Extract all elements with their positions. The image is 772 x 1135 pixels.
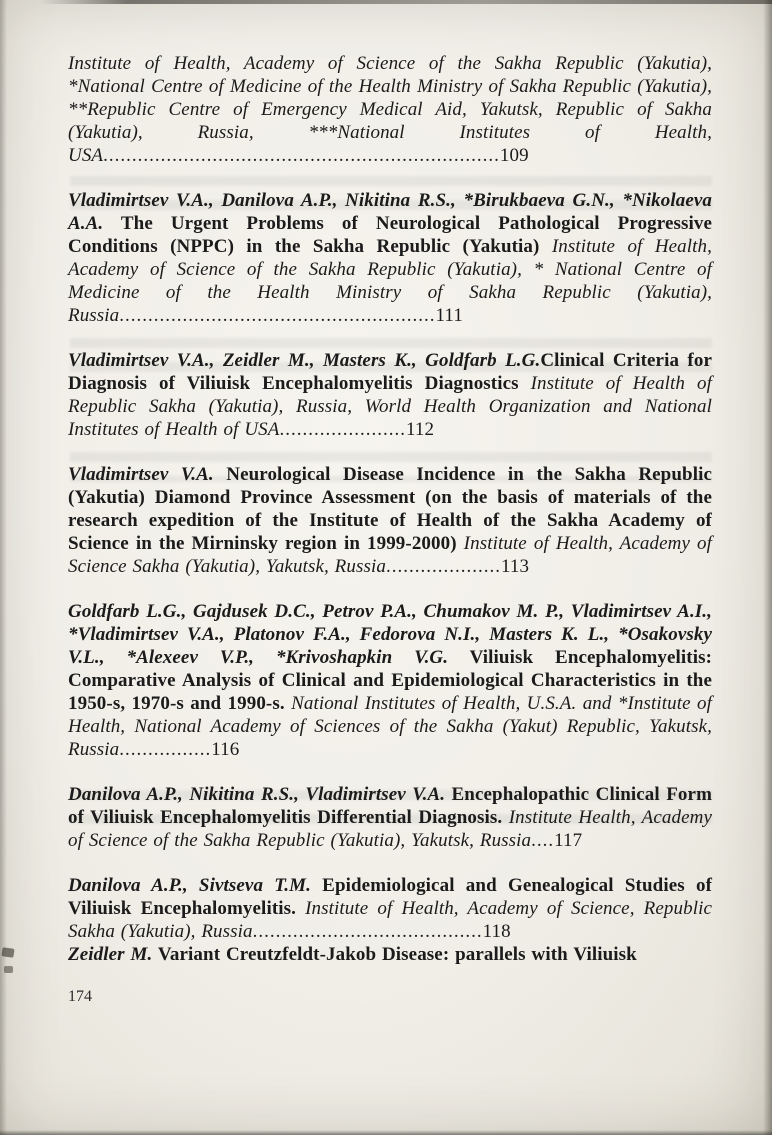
scan-smudge xyxy=(4,966,13,973)
entry-title: Encephalopathic Clinical Form of Viliuisk Encephalomyelitis Differential Diagnosis. xyxy=(68,784,712,828)
entry-authors: Vladimirtsev V.A. xyxy=(68,464,214,485)
toc-entry xyxy=(68,874,712,943)
entry-title: The Urgent Problems of Neurological Pathological Progressive Conditions (NPPC) in the Sakha Republic (Yakutia) xyxy=(68,213,712,257)
entry-authors: Danilova A.P., Sivtseva T.M. xyxy=(68,875,311,896)
entry-title: Neurological Disease Incidence in the Sakha Republic (Yakutia) Diamond Province Assessment (on the basis of materials of the research expedition of the Institute of Health of the Sakha Academy of Science in the Mirninsky region in 1999-2000) xyxy=(68,464,712,554)
page-number: 174 xyxy=(68,988,92,1005)
dot-leader: .................... xyxy=(385,556,501,577)
entry-affiliation: Institute of Health, Academy of Science of the Sakha Republic (Yakutia), *National Centre of Medicine of the Health Ministry of Sakha Republic (Yakutia), **Republic Centre of Emergency Medical Aid, Yakutsk, Republic of Sakha (Yakutia), Russia, ***National Institutes of Health, USA xyxy=(68,53,712,166)
entry-affiliation: Institute of Health, Academy of Science of the Sakha Republic (Yakutia), * National Centre of Medicine of the Health Ministry of Sakha Republic (Yakutia), Russia xyxy=(68,236,712,326)
scan-edge-bottom xyxy=(0,1130,772,1135)
entry-page-number: 116 xyxy=(211,739,240,760)
entry-page-number: 109 xyxy=(499,145,529,166)
dot-leader: ....................................................... xyxy=(119,305,436,326)
entry-page-number: 112 xyxy=(405,419,435,440)
toc-entry xyxy=(68,783,712,852)
entry-title: Clinical Criteria for Diagnosis of Viliuisk Encephalomyelitis Diagnostics xyxy=(68,350,712,394)
dot-leader: ..................................................................... xyxy=(103,145,500,166)
entry-page-number: 117 xyxy=(554,830,583,851)
entry-page-number: 111 xyxy=(435,305,463,326)
entry-authors: Vladimirtsev V.A., Danilova A.P., Nikitina R.S., *Birukbaeva G.N., *Nikolaeva A.A. xyxy=(68,190,712,234)
entry-affiliation: Institute of Health, Academy of Science, Republic Sakha (Yakutia), Russia xyxy=(68,898,712,942)
dot-leader: ........................................ xyxy=(252,921,483,942)
dot-leader: ................ xyxy=(119,739,212,760)
entry-authors: Danilova A.P., Nikitina R.S., Vladimirtsev V.A. xyxy=(68,784,446,805)
entry-affiliation: Institute of Health of Republic Sakha (Yakutia), Russia, World Health Organization and National Institutes of Health of USA xyxy=(68,373,712,440)
toc-entry xyxy=(68,600,712,761)
toc-entry xyxy=(68,943,712,966)
toc-entry xyxy=(68,52,712,167)
scan-edge-left xyxy=(0,0,7,1135)
entry-authors: Vladimirtsev V.A., Zeidler M., Masters K., Goldfarb L.G. xyxy=(68,350,541,371)
entry-affiliation: Institute of Health, Academy of Science Sakha (Yakutia), Yakutsk, Russia xyxy=(68,533,712,577)
scan-edge-top xyxy=(40,0,772,4)
entry-title: Epidemiological and Genealogical Studies of Viliuisk Encephalomyelitis. xyxy=(68,875,712,919)
entry-page-number: 118 xyxy=(482,921,511,942)
entry-title: Viliuisk Encephalomyelitis: Comparative Analysis of Clinical and Epidemiological Characteristics in the 1950-s, 1970-s and 1990-s. xyxy=(68,647,713,714)
entry-authors: Zeidler M. xyxy=(68,944,153,965)
toc-entry xyxy=(68,463,712,578)
toc-entry xyxy=(68,349,712,441)
scan-edge-right xyxy=(763,0,772,1135)
entry-affiliation: Institute Health, Academy of Science of the Sakha Republic (Yakutia), Yakutsk, Russia xyxy=(68,807,713,851)
dot-leader: .... xyxy=(531,830,555,851)
entry-page-number: 113 xyxy=(500,556,530,577)
scan-smudge xyxy=(1,947,14,958)
entry-title: Variant Creutzfeldt-Jakob Disease: parallels with Viliuisk xyxy=(152,944,637,965)
dot-leader: ...................... xyxy=(279,419,406,440)
toc-entry xyxy=(68,189,712,327)
entry-authors: Goldfarb L.G., Gajdusek D.C., Petrov P.A., Chumakov M. P., Vladimirtsev A.I., *Vladimirtsev V.A., Platonov F.A., Fedorova N.I., Masters K. L., *Osakovsky V.L., *Alexeev V.P., *Krivoshapkin V.G. xyxy=(68,601,712,668)
entry-affiliation: National Institutes of Health, U.S.A. and *Institute of Health, National Academy of Sciences of the Sakha (Yakut) Republic, Yakutsk, Russia xyxy=(68,693,712,760)
